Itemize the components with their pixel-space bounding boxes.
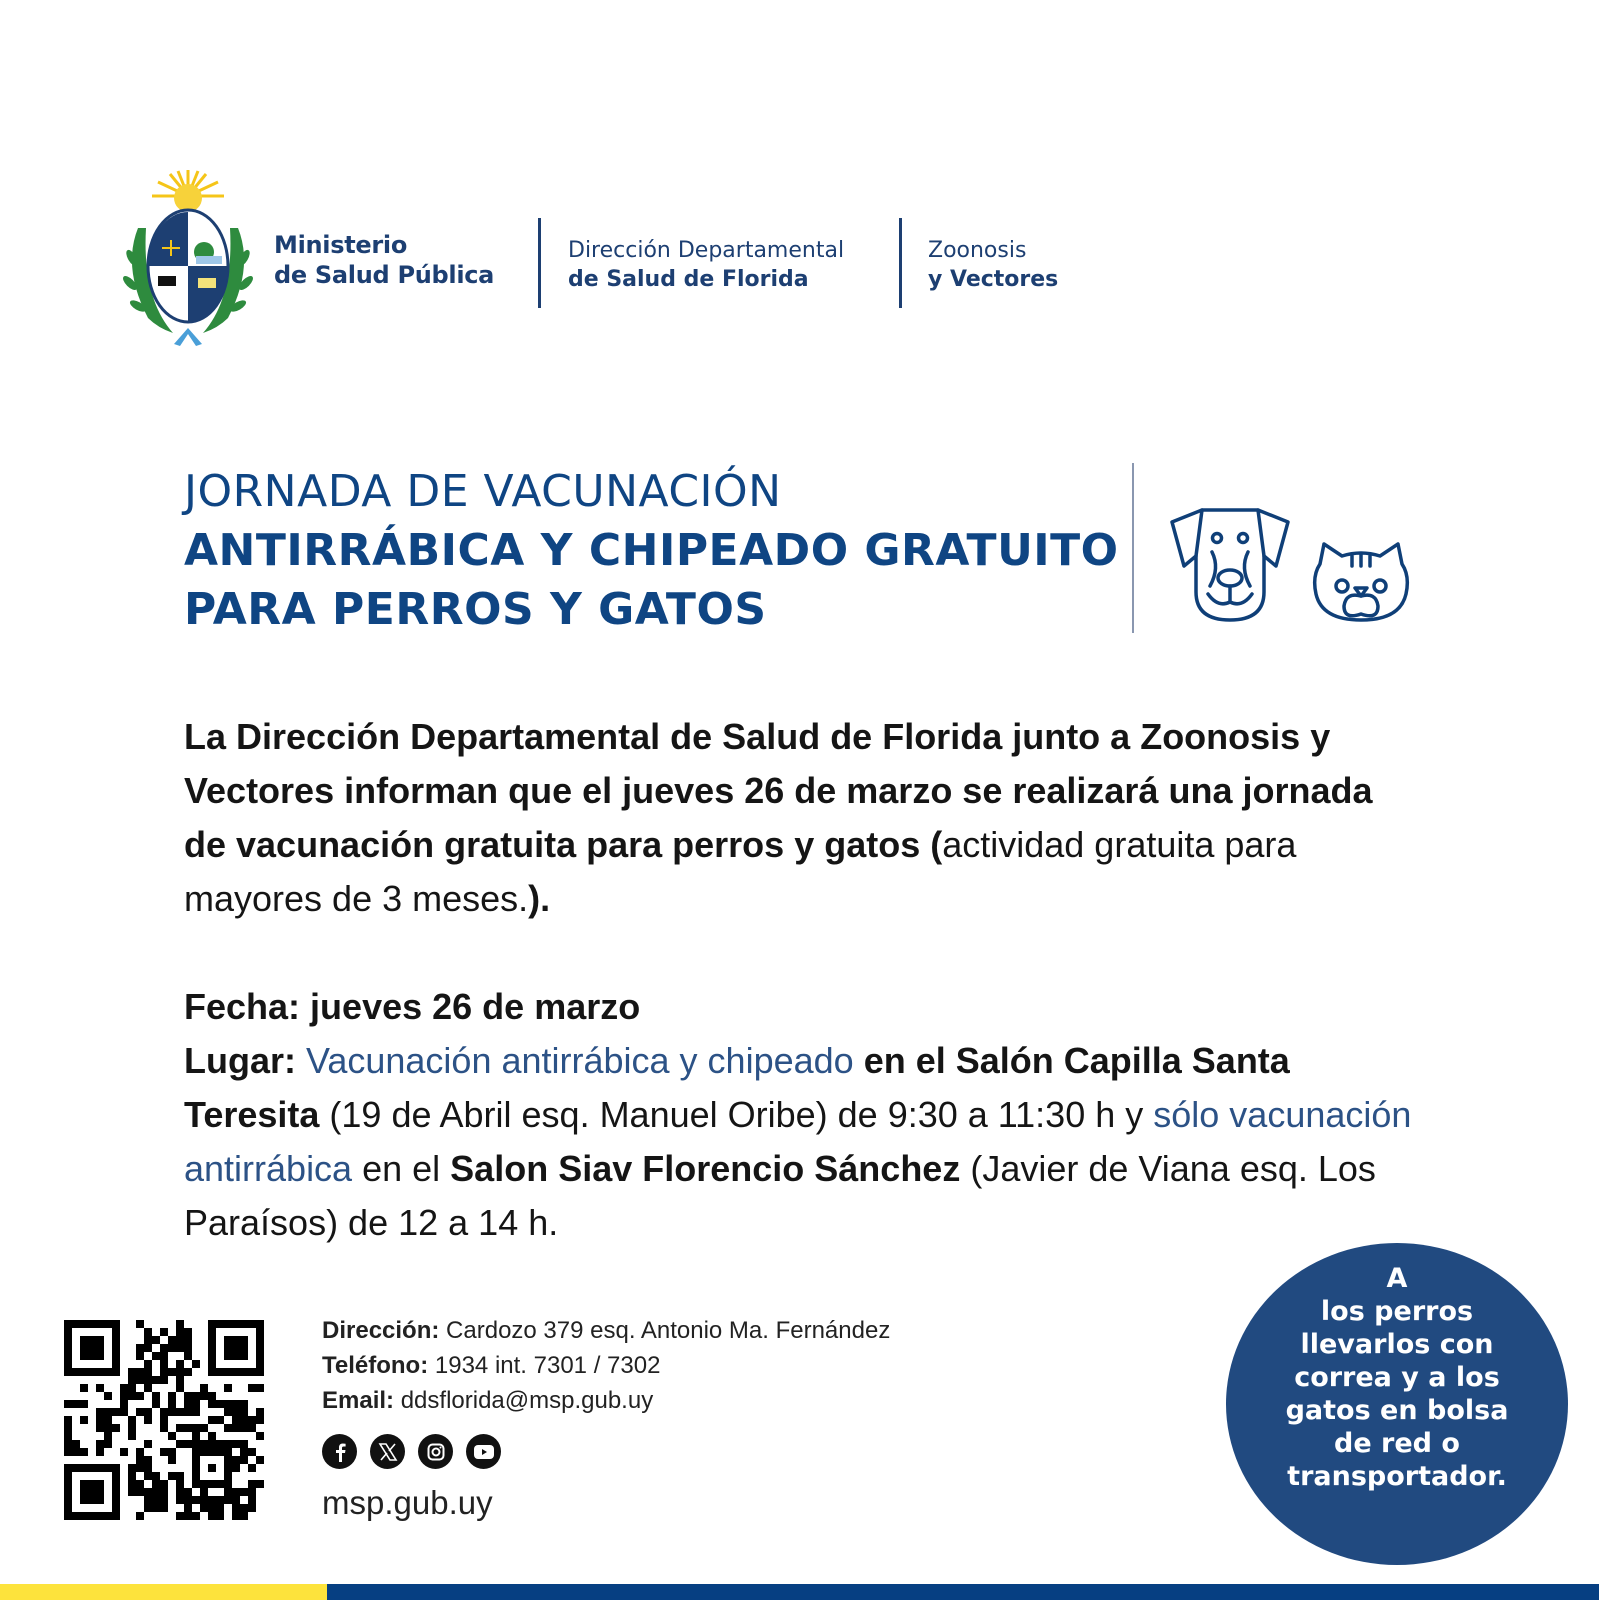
dog-icon <box>1168 506 1292 624</box>
notice-line1: A <box>1386 1263 1408 1294</box>
notice-line2: los perros llevarlos con correa y a los gatos en bolsa de red o transportador. <box>1285 1296 1509 1492</box>
date-row <box>184 980 1424 1034</box>
shield-icon <box>148 210 228 322</box>
social-links <box>322 1434 501 1469</box>
direction-line1: Dirección Departamental <box>568 238 845 263</box>
address-label: Dirección: <box>322 1317 440 1344</box>
place-label: Lugar: <box>184 1040 296 1081</box>
direction-line2: de Salud de Florida <box>568 267 809 292</box>
coat-of-arms-logo <box>118 168 258 348</box>
service-vaccination-chip: Vacunación antirrábica y chipeado <box>296 1040 854 1081</box>
notice-text <box>1267 1262 1527 1493</box>
phone-row <box>322 1348 890 1383</box>
unit-line2: y Vectores <box>928 267 1059 292</box>
divider <box>899 218 902 308</box>
venue-2-details: (Javier de Viana esq. Los Paraísos) de 12 a 14 h. <box>184 1148 1376 1243</box>
venue-2: Salon Siav Florencio Sánchez <box>450 1148 961 1189</box>
page-title <box>184 462 1119 639</box>
footer-bar-blue <box>327 1584 1599 1600</box>
footer-bar-yellow <box>0 1584 327 1600</box>
ministry-line2: de Salud Pública <box>274 261 495 289</box>
date-value: jueves 26 de marzo <box>300 986 641 1027</box>
facebook-icon[interactable] <box>322 1434 357 1469</box>
address-row <box>322 1313 890 1348</box>
date-label: Fecha: <box>184 986 301 1027</box>
title-line3: PARA PERROS Y GATOS <box>184 584 767 635</box>
intro-note: actividad gratuita para mayores de 3 meses. <box>184 824 1297 919</box>
email-value[interactable]: ddsflorida@msp.gub.uy <box>394 1387 654 1414</box>
youtube-icon[interactable] <box>466 1434 501 1469</box>
title-line1: JORNADA DE VACUNACIÓN <box>184 466 782 517</box>
divider <box>1132 463 1134 633</box>
direction-name <box>568 236 844 294</box>
intro-text: La Dirección Departamental de Salud de Florida junto a Zoonosis y Vectores informan que el jueves 26 de marzo se realizará una jornada de vacunación gratuita para perros y gatos ( <box>184 716 1373 865</box>
ribbon-icon <box>174 328 202 346</box>
qr-code[interactable] <box>64 1320 264 1520</box>
ministry-line1: Ministerio <box>274 231 408 259</box>
phone-value: 1934 int. 7301 / 7302 <box>428 1352 661 1379</box>
unit-name <box>928 236 1058 294</box>
notice-bubble <box>1226 1243 1568 1565</box>
contact-info <box>322 1313 890 1418</box>
email-label: Email: <box>322 1387 395 1414</box>
website-link[interactable]: msp.gub.uy <box>322 1484 493 1521</box>
email-row <box>322 1383 890 1418</box>
event-details <box>184 980 1424 1250</box>
venue-1: en el Salón Capilla Santa Teresita <box>184 1040 1290 1135</box>
connector-text: en el <box>352 1148 451 1189</box>
cat-icon <box>1310 540 1412 624</box>
x-icon[interactable] <box>370 1434 405 1469</box>
sun-icon <box>152 170 224 212</box>
address-value: Cardozo 379 esq. Antonio Ma. Fernández <box>439 1317 891 1344</box>
instagram-icon[interactable] <box>418 1434 453 1469</box>
intro-paragraph <box>184 710 1404 926</box>
unit-line1: Zoonosis <box>928 238 1027 263</box>
title-line2: ANTIRRÁBICA Y CHIPEADO GRATUITO <box>184 525 1119 576</box>
intro-end: ). <box>528 878 551 919</box>
phone-label: Teléfono: <box>322 1352 429 1379</box>
divider <box>538 218 541 308</box>
service-vaccination-only: sólo vacunación antirrábica <box>184 1094 1412 1189</box>
venue-1-details: (19 de Abril esq. Manuel Oribe) de 9:30 a 11:30 h y <box>319 1094 1154 1135</box>
place-row <box>184 1034 1424 1250</box>
ministry-name <box>274 230 494 290</box>
